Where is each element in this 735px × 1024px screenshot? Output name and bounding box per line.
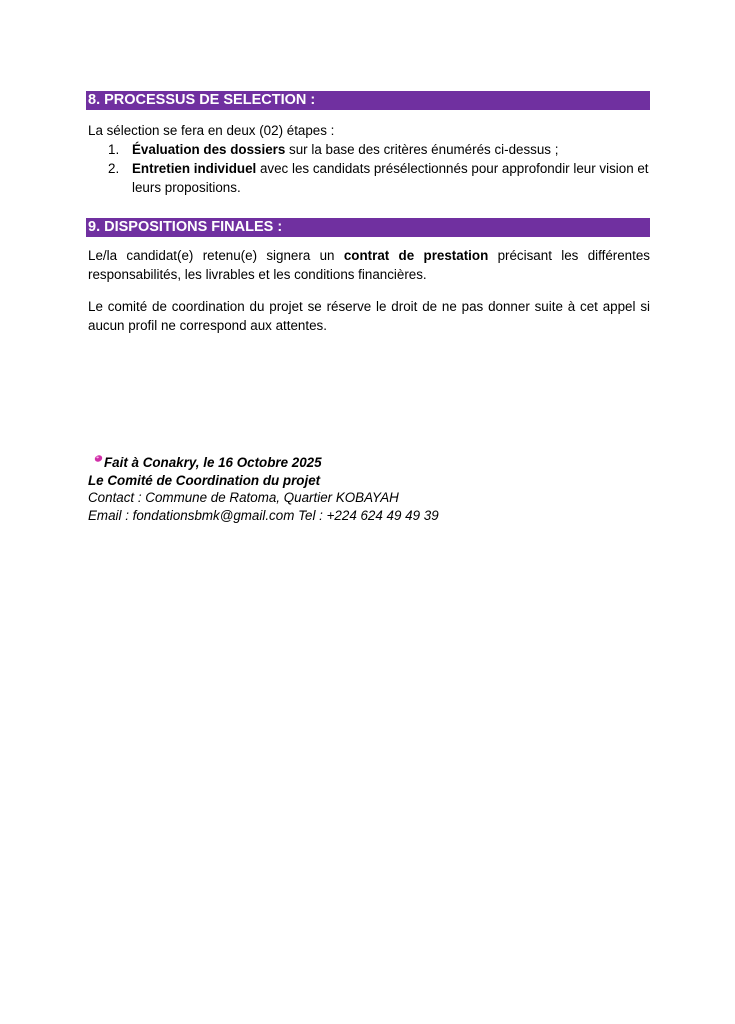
- contract-term: contrat de prestation: [343, 248, 489, 263]
- signature-contact: Contact : Commune de Ratoma, Quartier KOBAYAH: [88, 490, 399, 505]
- signature-place-date: Fait à Conakry, le 16 Octobre 2025: [104, 455, 322, 470]
- step-text: avec les candidats présélectionnés pour approfondir leur vision et leurs propositions.: [132, 161, 649, 195]
- list-item: [88, 140, 650, 159]
- step-title: Entretien individuel: [132, 161, 257, 176]
- pink-dot-icon: [94, 454, 103, 463]
- signature-place-date-line: [88, 454, 648, 472]
- section-9-heading: 9. DISPOSITIONS FINALES :: [86, 218, 650, 237]
- signature-block: [88, 454, 648, 524]
- section-9-paragraph-2: Le comité de coordination du projet se réserve le droit de ne pas donner suite à cet appel si aucun profil ne correspond aux attentes.: [88, 299, 650, 333]
- step-number: 2.: [108, 161, 120, 176]
- paragraph-text: Le/la candidat(e) retenu(e) signera un: [88, 248, 344, 263]
- section-8-intro: La sélection se fera en deux (02) étapes :: [88, 123, 335, 138]
- selection-steps-list: [88, 140, 650, 197]
- section-9-paragraph-1: [88, 246, 650, 284]
- paragraph-text: précisant les différentes responsabilités, les livrables et les conditions financières.: [88, 248, 650, 282]
- list-item: [88, 159, 650, 197]
- step-number: 1.: [108, 142, 120, 157]
- section-8-heading: 8. PROCESSUS DE SELECTION :: [86, 91, 650, 110]
- step-title: Évaluation des dossiers: [132, 142, 286, 157]
- signature-committee: Le Comité de Coordination du projet: [88, 472, 321, 488]
- step-text: sur la base des critères énumérés ci-dessus ;: [285, 142, 559, 157]
- signature-email-phone: Email : fondationsbmk@gmail.com Tel : +224 624 49 49 39: [88, 507, 439, 523]
